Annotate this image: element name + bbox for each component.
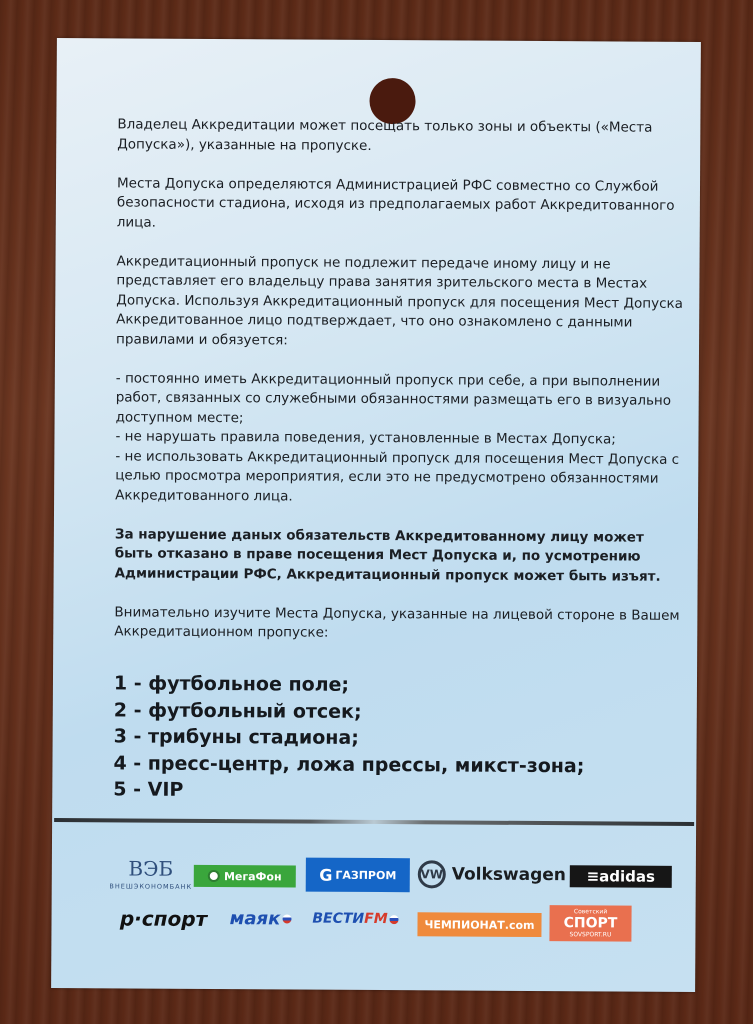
megafon-icon (208, 870, 220, 882)
accreditation-pass-back (51, 38, 701, 992)
volkswagen-logo: VW Volkswagen (418, 858, 568, 891)
rules-penalty: За нарушение даных обязательств Аккредитованному лицу может быть отказано в праве посещения Мест Допуска и, по усмотрению Администрации РФС, Аккредитационный пропуск может быть изъят. (114, 525, 661, 585)
rules-paragraph-3: Аккредитационный пропуск не подлежит передаче иному лицу и не представляет его владельцу права занятия зрительского места в Местах Допуска. Используя Аккредитационный пропуск для посещения Мест Допуска Аккредитованное лицо подтверждает, что оно ознакомлено с данными правилами и обязуется: (116, 252, 684, 348)
zone-item: 2 - футбольный отсек; (113, 698, 362, 723)
rules-text (114, 115, 687, 664)
zone-item: 3 - трибуны стадиона; (113, 725, 359, 749)
zone-item: 4 - пресс-центр, ложа прессы, микст-зона; (113, 751, 585, 777)
rsport-logo: р·спорт (119, 906, 208, 931)
gazprom-logo: G ГАЗПРОМ (306, 858, 410, 893)
megafon-logo: МегаФон (194, 865, 296, 888)
rules-study-zones: Внимательно изучите Места Допуска, указанные на лицевой стороне в Вашем Аккредитационном пропуске: (114, 603, 680, 641)
vesti-fm-logo: ВЕСТИ FM (309, 904, 401, 935)
zone-item: 1 - футбольное поле; (113, 672, 350, 696)
chempionat-logo: ЧЕМПИОНАТ.com (417, 912, 541, 937)
veb-emblem-icon: ВЭБ (128, 856, 174, 881)
sponsor-logos (51, 838, 696, 982)
divider (54, 818, 694, 826)
sovsport-logo: Советский СПОРТ SOVSPORT.RU (549, 905, 631, 942)
vw-badge-icon: VW (418, 860, 446, 888)
zone-item: 5 - VIP (113, 778, 184, 801)
adidas-logo: ≡adidas (570, 865, 672, 888)
access-zones-list (113, 670, 585, 805)
rules-obligations: - постоянно иметь Аккредитационный пропуск при себе, а при выполнении работ, связанных со служебными обязанностями размещать его в визуально доступном месте; - не нарушать правила поведения, установленные в Местах Допуска; - не использовать Аккредитационный пропуск для посещения Мест Допуска с целью просмотра мероприятия, если это не предусмотрено обязанностями Аккредитованного лица. (115, 369, 680, 504)
russia-flag-icon (282, 914, 291, 923)
mayak-logo: маяк (217, 903, 303, 934)
russia-flag-icon (390, 915, 399, 924)
rules-paragraph-1: Владелец Аккредитации может посещать только зоны и объекты («Места Допуска»), указанные на пропуске. (117, 116, 653, 154)
rules-paragraph-2: Места Допуска определяются Администрацией РФС совместно со Службой безопасности стадиона, исходя из предполагаемых работ Аккредитованного лица. (116, 174, 675, 231)
veb-logo: ВЭБ ВНЕШЭКОНОМБАНК (109, 856, 193, 891)
gazprom-flame-icon: G (319, 865, 333, 885)
